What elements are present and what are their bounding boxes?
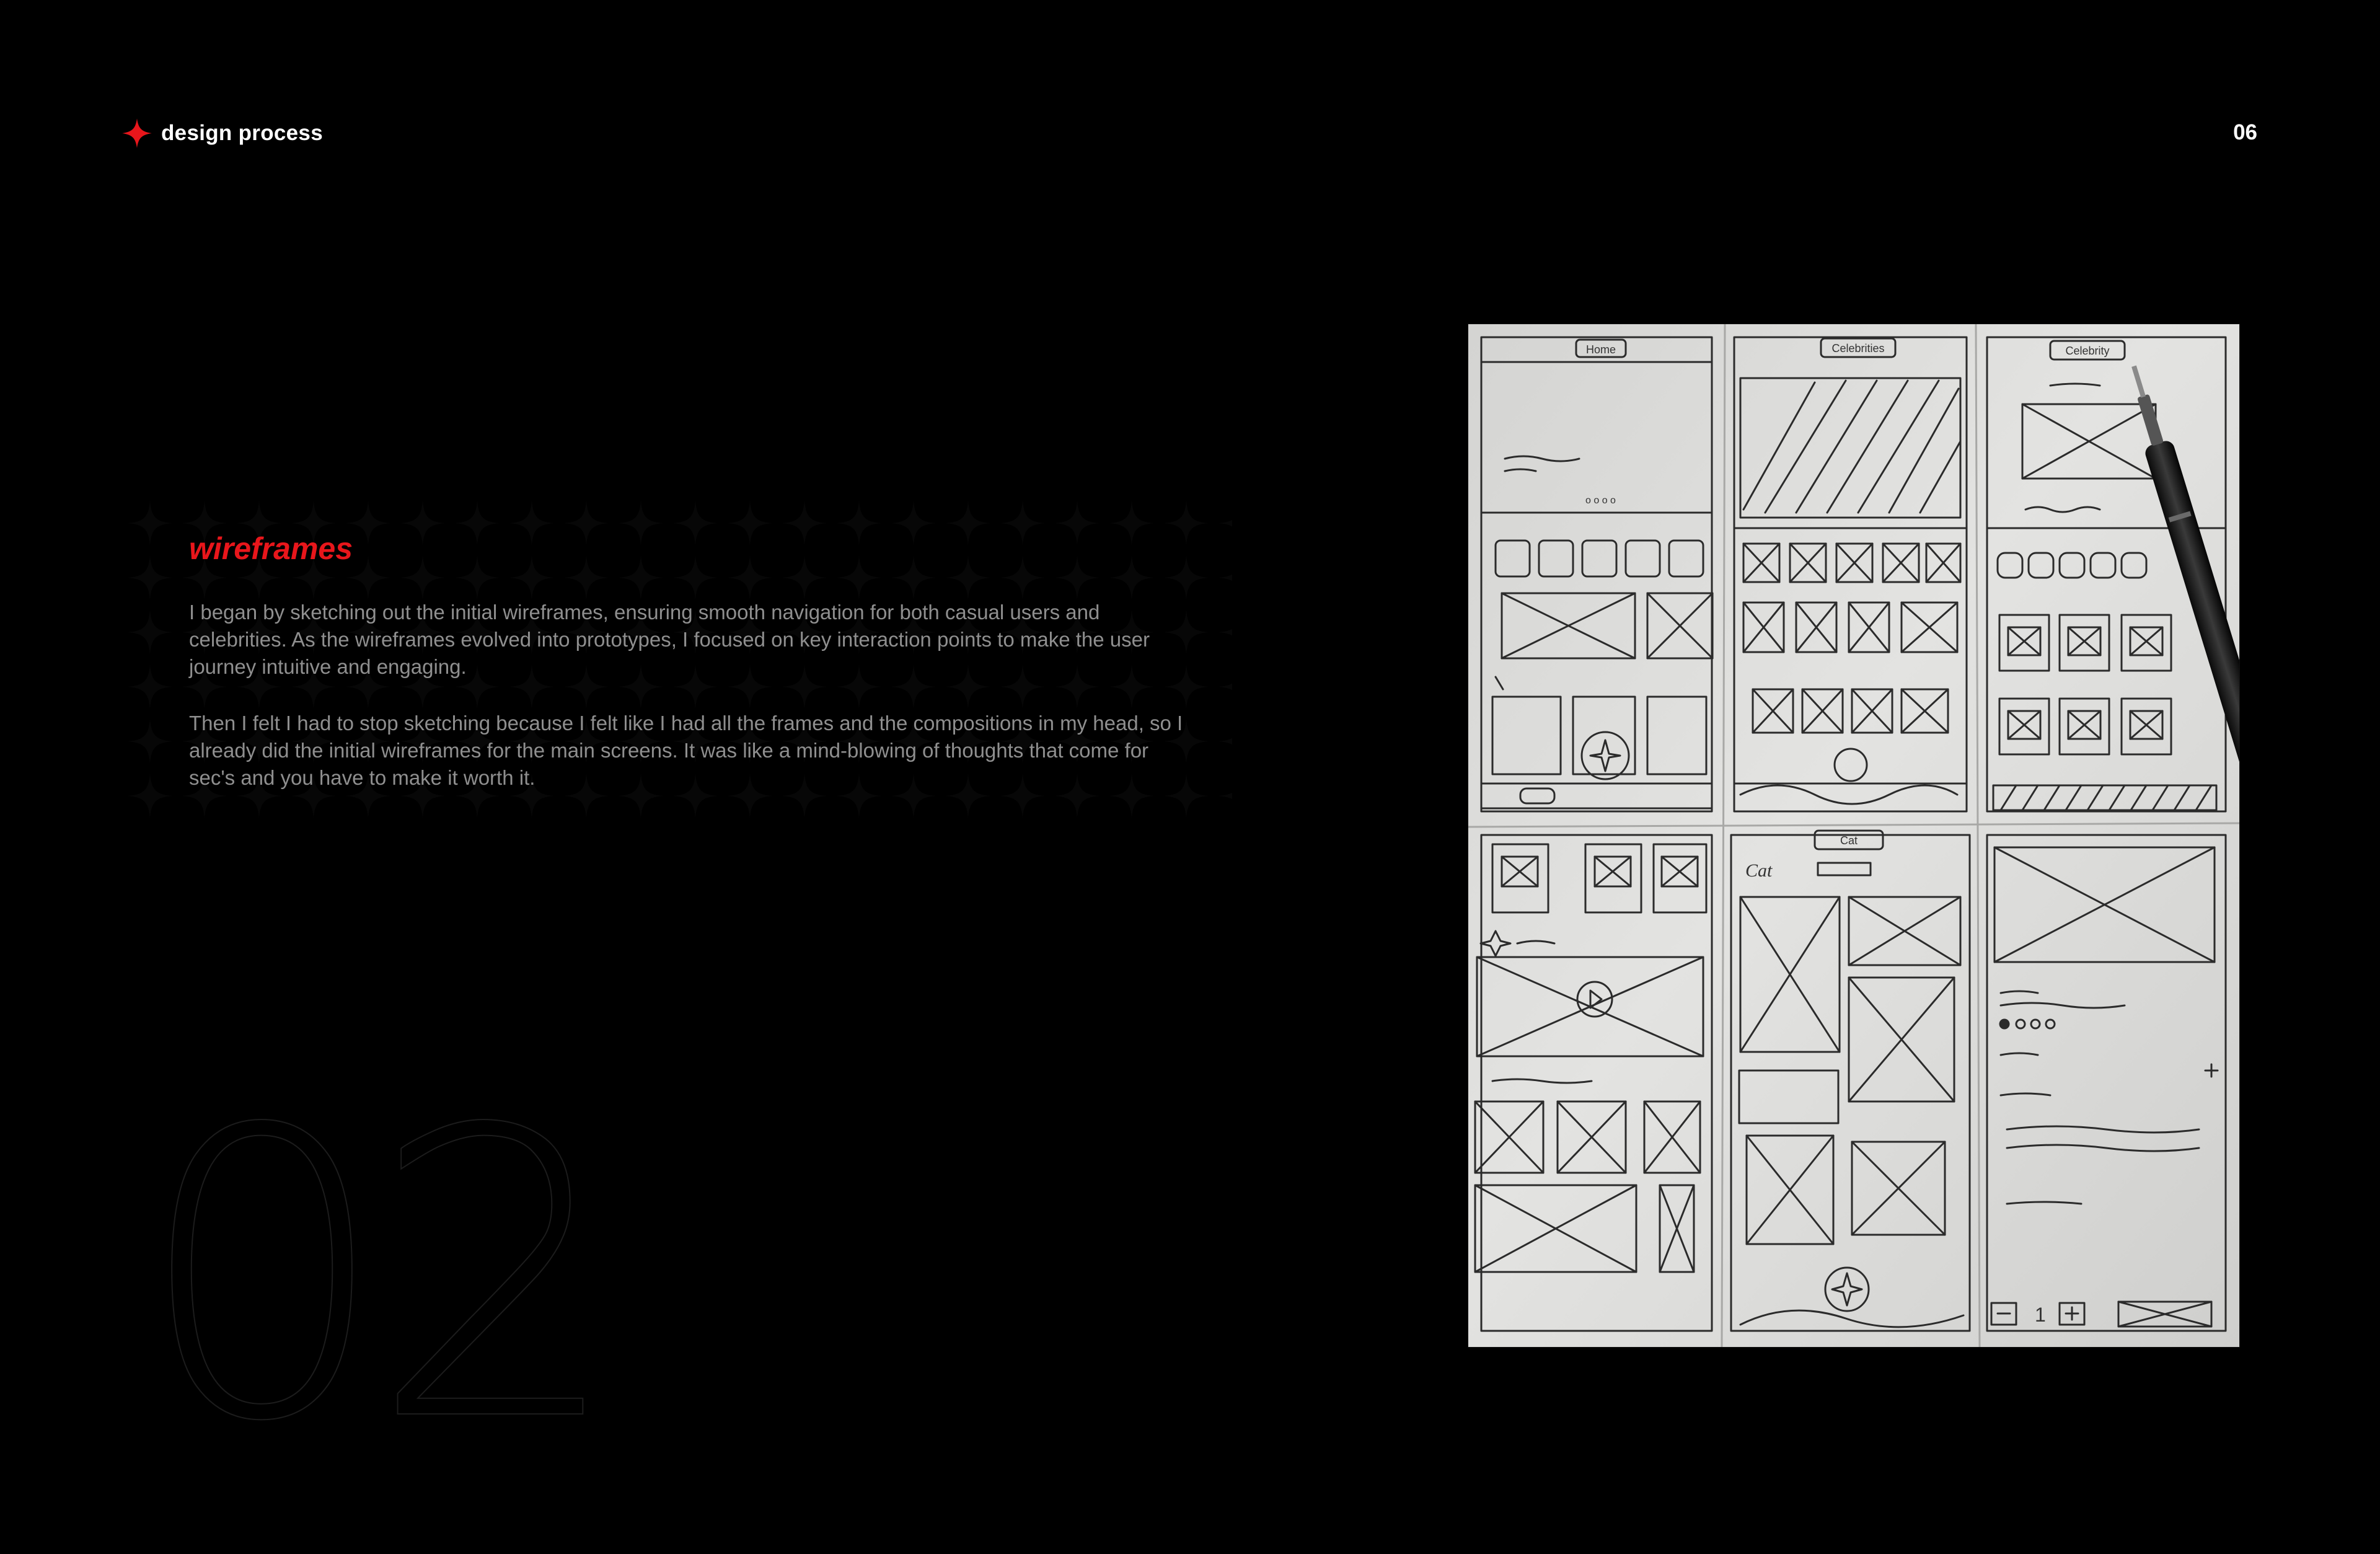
svg-text:o o o o: o o o o <box>1585 495 1616 506</box>
svg-text:1: 1 <box>2035 1304 2046 1326</box>
sketch-label-celebrities: Celebrities <box>1831 342 1885 355</box>
sketch-label-home: Home <box>1585 343 1616 356</box>
sketch-label-cat: Cat <box>1745 860 1773 881</box>
paragraph-1: I began by sketching out the initial wireframes, ensuring smooth navigation for both casual users and celebrities. As the wireframes evolved into prototypes, I focused on key interaction points to make the user journey intuitive and engaging. <box>189 601 1150 678</box>
paragraph-2: Then I felt I had to stop sketching because I felt like I had all the frames and the compositions in my head, so I already did the initial wireframes for the main screens. It was like a mind-blowing of thoughts that come for sec's and you have to make it worth it. <box>189 712 1183 789</box>
section-title: wireframes <box>189 531 353 566</box>
page-number: 06 <box>2233 120 2257 144</box>
header-brand <box>121 118 323 149</box>
wireframe-sketch-photo <box>1468 324 2240 1348</box>
sketch-label-celebrity: Celebrity <box>2065 345 2110 357</box>
sparkle-icon <box>121 118 152 149</box>
brand-label: design process <box>161 121 323 145</box>
sketch-label-cat-header: Cat <box>1840 834 1858 847</box>
section-number: 02 <box>136 1046 604 1508</box>
